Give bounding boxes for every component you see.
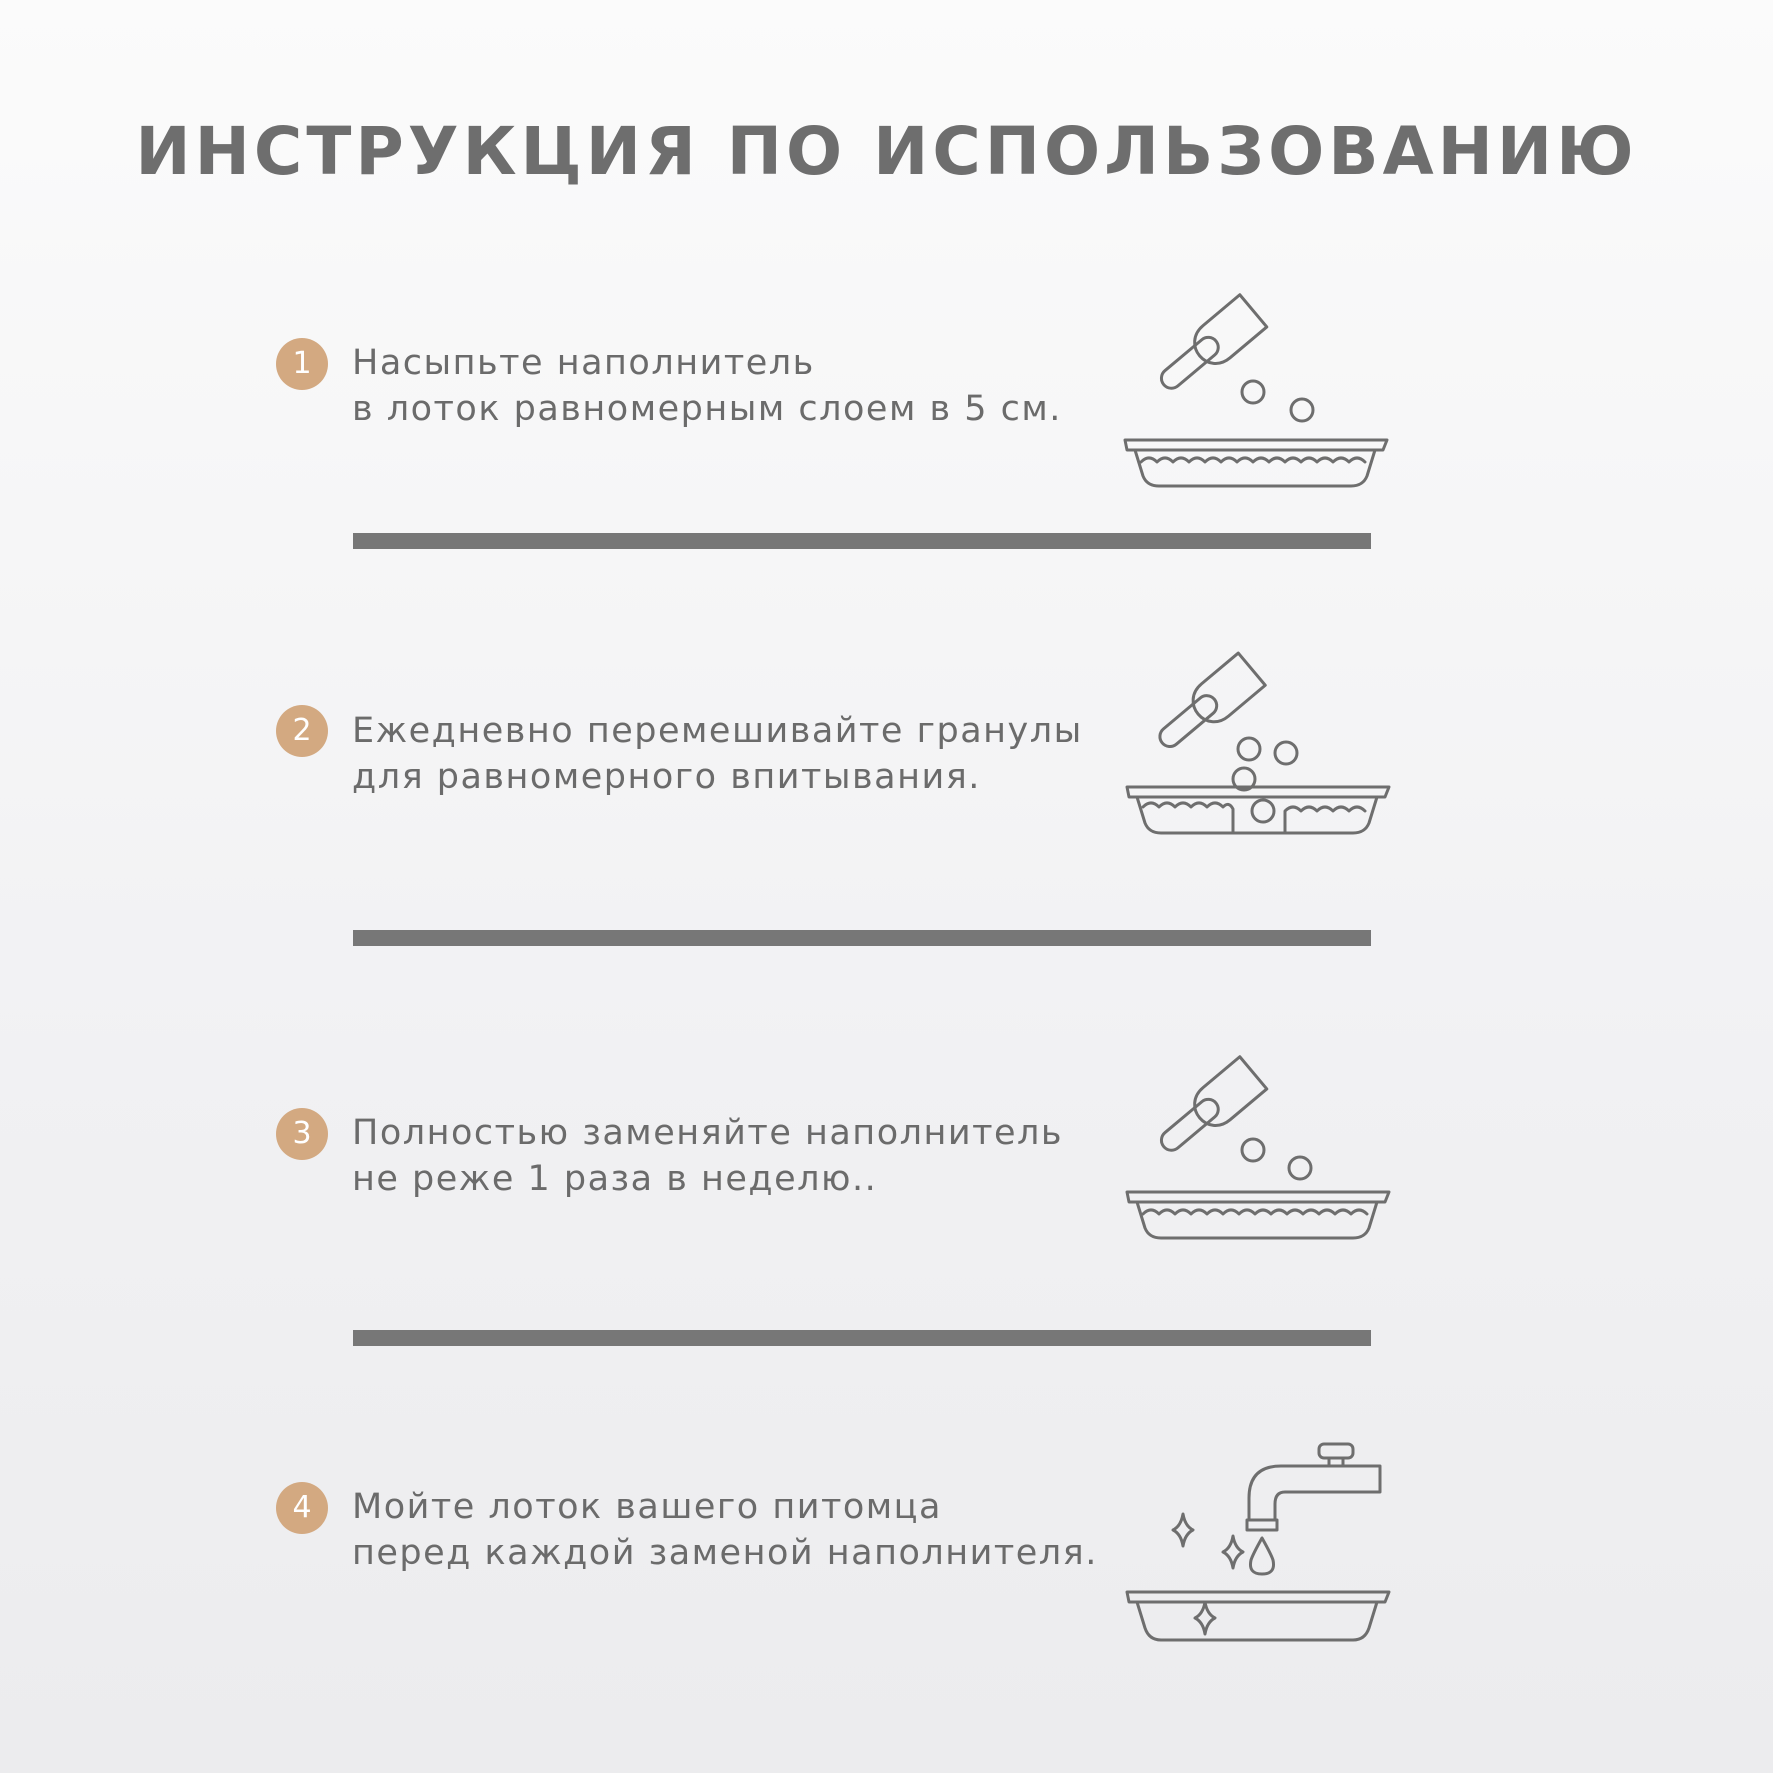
step-number-badge: 4	[276, 1482, 328, 1534]
step-text	[352, 340, 1062, 432]
step-number-badge: 2	[276, 705, 328, 757]
step-text	[352, 1484, 1098, 1576]
divider	[353, 930, 1371, 946]
step-text-line: в лоток равномерным слоем в 5 см.	[352, 389, 1062, 429]
step-3	[0, 1040, 1773, 1260]
step-text-line: Насыпьте наполнитель	[352, 343, 815, 383]
divider	[353, 1330, 1371, 1346]
step-4	[0, 1440, 1773, 1660]
scoop-mixing-tray-icon	[1115, 635, 1395, 865]
step-text	[352, 1110, 1063, 1202]
page-title: ИНСТРУКЦИЯ ПО ИСПОЛЬЗОВАНИЮ	[135, 113, 1638, 190]
step-text-line: Ежедневно перемешивайте гранулы	[352, 711, 1083, 751]
step-number-badge: 3	[276, 1108, 328, 1160]
scoop-litter-tray-icon	[1115, 278, 1395, 508]
step-text-line: для равномерного впитывания.	[352, 757, 981, 797]
step-number-badge: 1	[276, 338, 328, 390]
step-2	[0, 640, 1773, 860]
scoop-litter-tray-icon	[1115, 1040, 1395, 1270]
step-text	[352, 708, 1083, 800]
faucet-clean-tray-icon	[1115, 1430, 1395, 1660]
step-1	[0, 270, 1773, 490]
step-text-line: перед каждой заменой наполнителя.	[352, 1533, 1098, 1573]
step-text-line: не реже 1 раза в неделю..	[352, 1159, 878, 1199]
step-text-line: Полностью заменяйте наполнитель	[352, 1113, 1064, 1153]
divider	[353, 533, 1371, 549]
step-text-line: Мойте лоток вашего питомца	[352, 1487, 942, 1527]
